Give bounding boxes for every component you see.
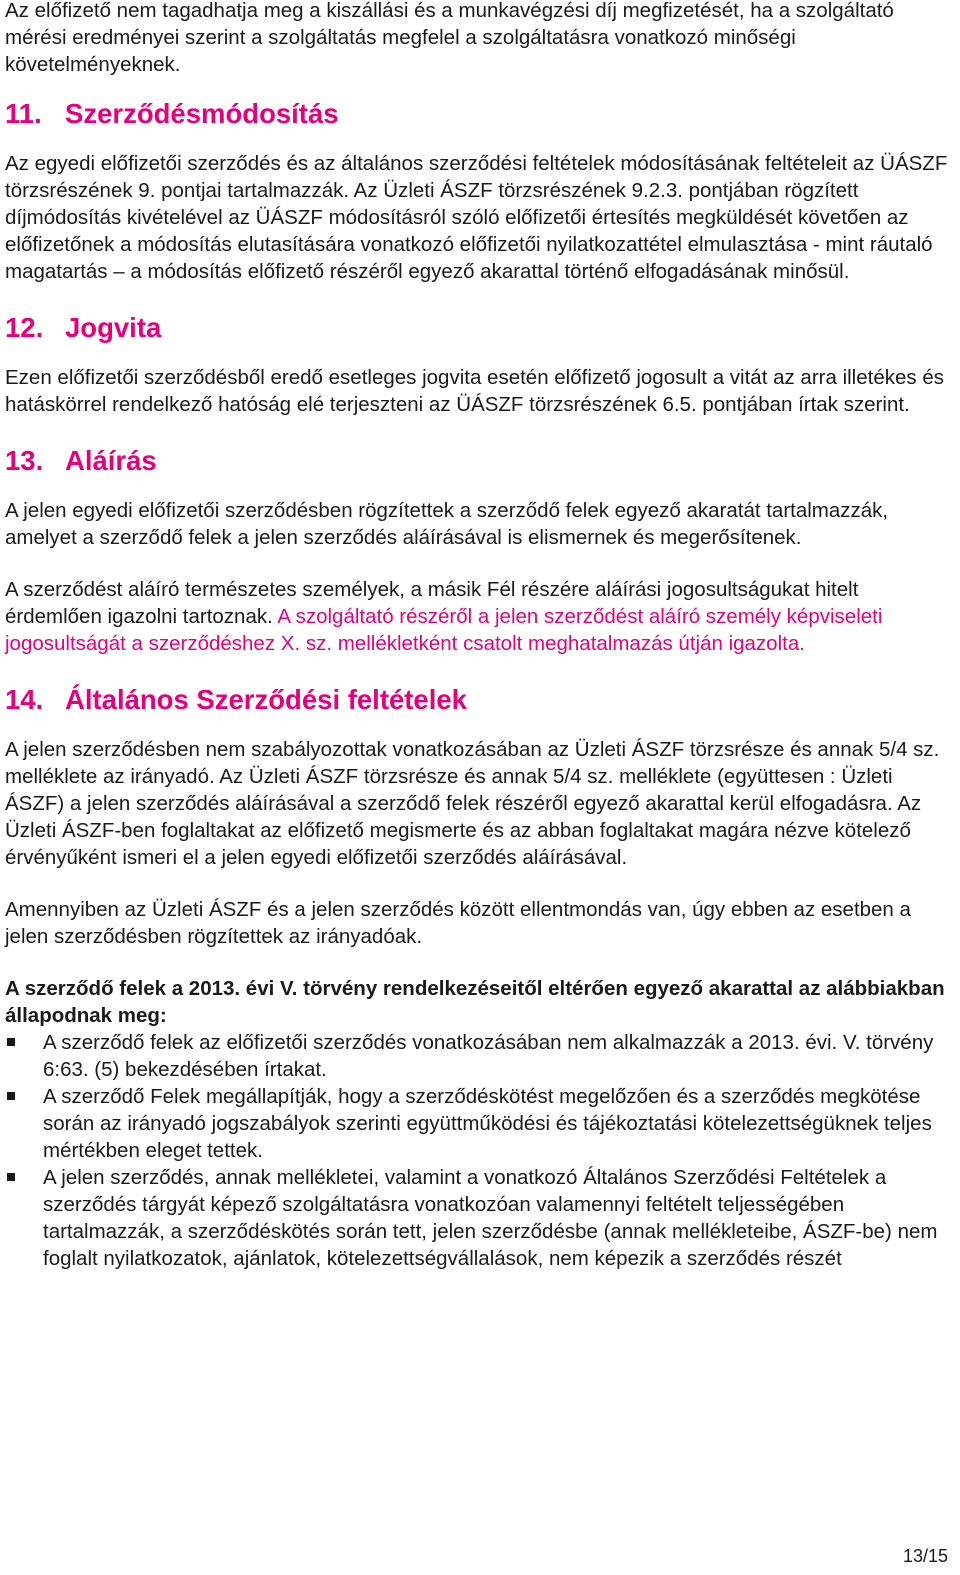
- list-item: A jelen szerződés, annak mellékletei, valamint a vonatkozó Általános Szerződési Feltételek a szerződés tárgyát képező szolgáltatásra vonatkozóan valamennyi feltételt teljességében tartalmazzák, a szerződéskötés során tett, jelen szerződésbe (annak mellékleteibe, ÁSZF-be) nem foglalt nyilatkozatok, ajánlatok, kötelezettségvállalások, nem képezik a szerződés részét: [5, 1164, 955, 1272]
- list-item: A szerződő felek az előfizetői szerződés vonatkozásában nem alkalmazzák a 2013. évi. V. törvény 6:63. (5) bekezdésében írtakat.: [5, 1029, 955, 1083]
- section-title: Jogvita: [65, 312, 162, 343]
- section-13-paragraph-1: A jelen egyedi előfizetői szerződésben rögzítettek a szerződő felek egyező akaratát tartalmazzák, amelyet a szerződő felek a jelen szerződés aláírásával is elismernek és megerősítenek.: [5, 499, 889, 549]
- section-title: Aláírás: [65, 445, 157, 476]
- section-13-paragraph-2: [5, 576, 955, 657]
- section-number: 12.: [5, 312, 44, 343]
- agreement-bullet-list: [5, 1029, 955, 1272]
- section-11-paragraph: Az egyedi előfizetői szerződés és az általános szerződési feltételek módosításának feltételeit az ÜÁSZF törzsrészének 9. pontjai tartalmazzák. Az Üzleti ÁSZF törzsrészének 9.2.3. pontjában rögzített díjmódosítás kivételével az ÜÁSZF módosításról szóló előfizetői értesítés megküldését követően az előfizetőnek a módosítás elutasítására vonatkozó előfizetői nyilatkozattétel elmulasztása - mint ráutaló magatartás – a módosítás előfizető részéről egyező akarattal történő elfogadásának minősül.: [5, 152, 948, 283]
- square-bullet-icon: [7, 1173, 15, 1181]
- section-14-paragraph-2: Amennyiben az Üzleti ÁSZF és a jelen szerződés között ellentmondás van, úgy ebben az esetben a jelen szerződésben rögzítettek az irányadóak.: [5, 898, 911, 948]
- section-11-heading: [5, 97, 955, 131]
- square-bullet-icon: [7, 1038, 15, 1046]
- document-page: [5, 0, 955, 1272]
- section-14-bold-paragraph: A szerződő felek a 2013. évi V. törvény rendelkezéseitől eltérően egyező akarattal az alábbiakban állapodnak meg:: [5, 977, 945, 1027]
- square-bullet-icon: [7, 1092, 15, 1100]
- page-number: 13/15: [902, 1546, 948, 1566]
- section-12-heading: [5, 311, 955, 345]
- section-number: 13.: [5, 445, 44, 476]
- section-title: Szerződésmódosítás: [65, 98, 339, 129]
- section-number: 11.: [5, 98, 42, 129]
- list-item: A szerződő Felek megállapítják, hogy a szerződéskötést megelőzően és a szerződés megkötése során az irányadó jogszabályok szerinti együttműködési és tájékoztatási kötelezettségüknek teljes mértékben eleget tettek.: [5, 1083, 955, 1164]
- provider-authorization-text: A szolgáltató részéről a jelen szerződést aláíró személy képviseleti jogosultságát a szerződéshez X. sz. mellékletként csatolt meghatalmazás útján igazolta.: [5, 605, 883, 655]
- intro-paragraph: Az előfizető nem tagadhatja meg a kiszállási és a munkavégzési díj megfizetését, ha a szolgáltató mérési eredményei szerint a szolgáltatás megfelel a szolgáltatásra vonatkozó minőségi követelményeknek.: [5, 0, 894, 76]
- section-title: Általános Szerződési feltételek: [65, 684, 467, 715]
- section-14-heading: [5, 683, 955, 717]
- section-13-heading: [5, 444, 955, 478]
- section-number: 14.: [5, 684, 44, 715]
- section-14-paragraph-1: A jelen szerződésben nem szabályozottak vonatkozásában az Üzleti ÁSZF törzsrésze és annak 5/4 sz. melléklete az irányadó. Az Üzleti ÁSZF törzsrésze és annak 5/4 sz. melléklete (együttesen : Üzleti ÁSZF) a jelen szerződés aláírásával a szerződő felek részéről egyező akarattal kerül elfogadásra. Az Üzleti ÁSZF-ben foglaltakat az előfizető megismerte és az abban foglaltakat magára nézve kötelező érvényűként ismeri el a jelen egyedi előfizetői szerződés aláírásával.: [5, 738, 940, 869]
- signatory-text: A szerződést aláíró természetes személyek, a másik Fél részére aláírási jogosultságukat hitelt érdemlően igazolni tartoznak.: [5, 578, 859, 628]
- section-12-paragraph: Ezen előfizetői szerződésből eredő esetleges jogvita esetén előfizető jogosult a vitát az arra illetékes és hatáskörrel rendelkező hatóság elé terjeszteni az ÜÁSZF törzsrészének 6.5. pontjában írtak szerint.: [5, 366, 944, 416]
